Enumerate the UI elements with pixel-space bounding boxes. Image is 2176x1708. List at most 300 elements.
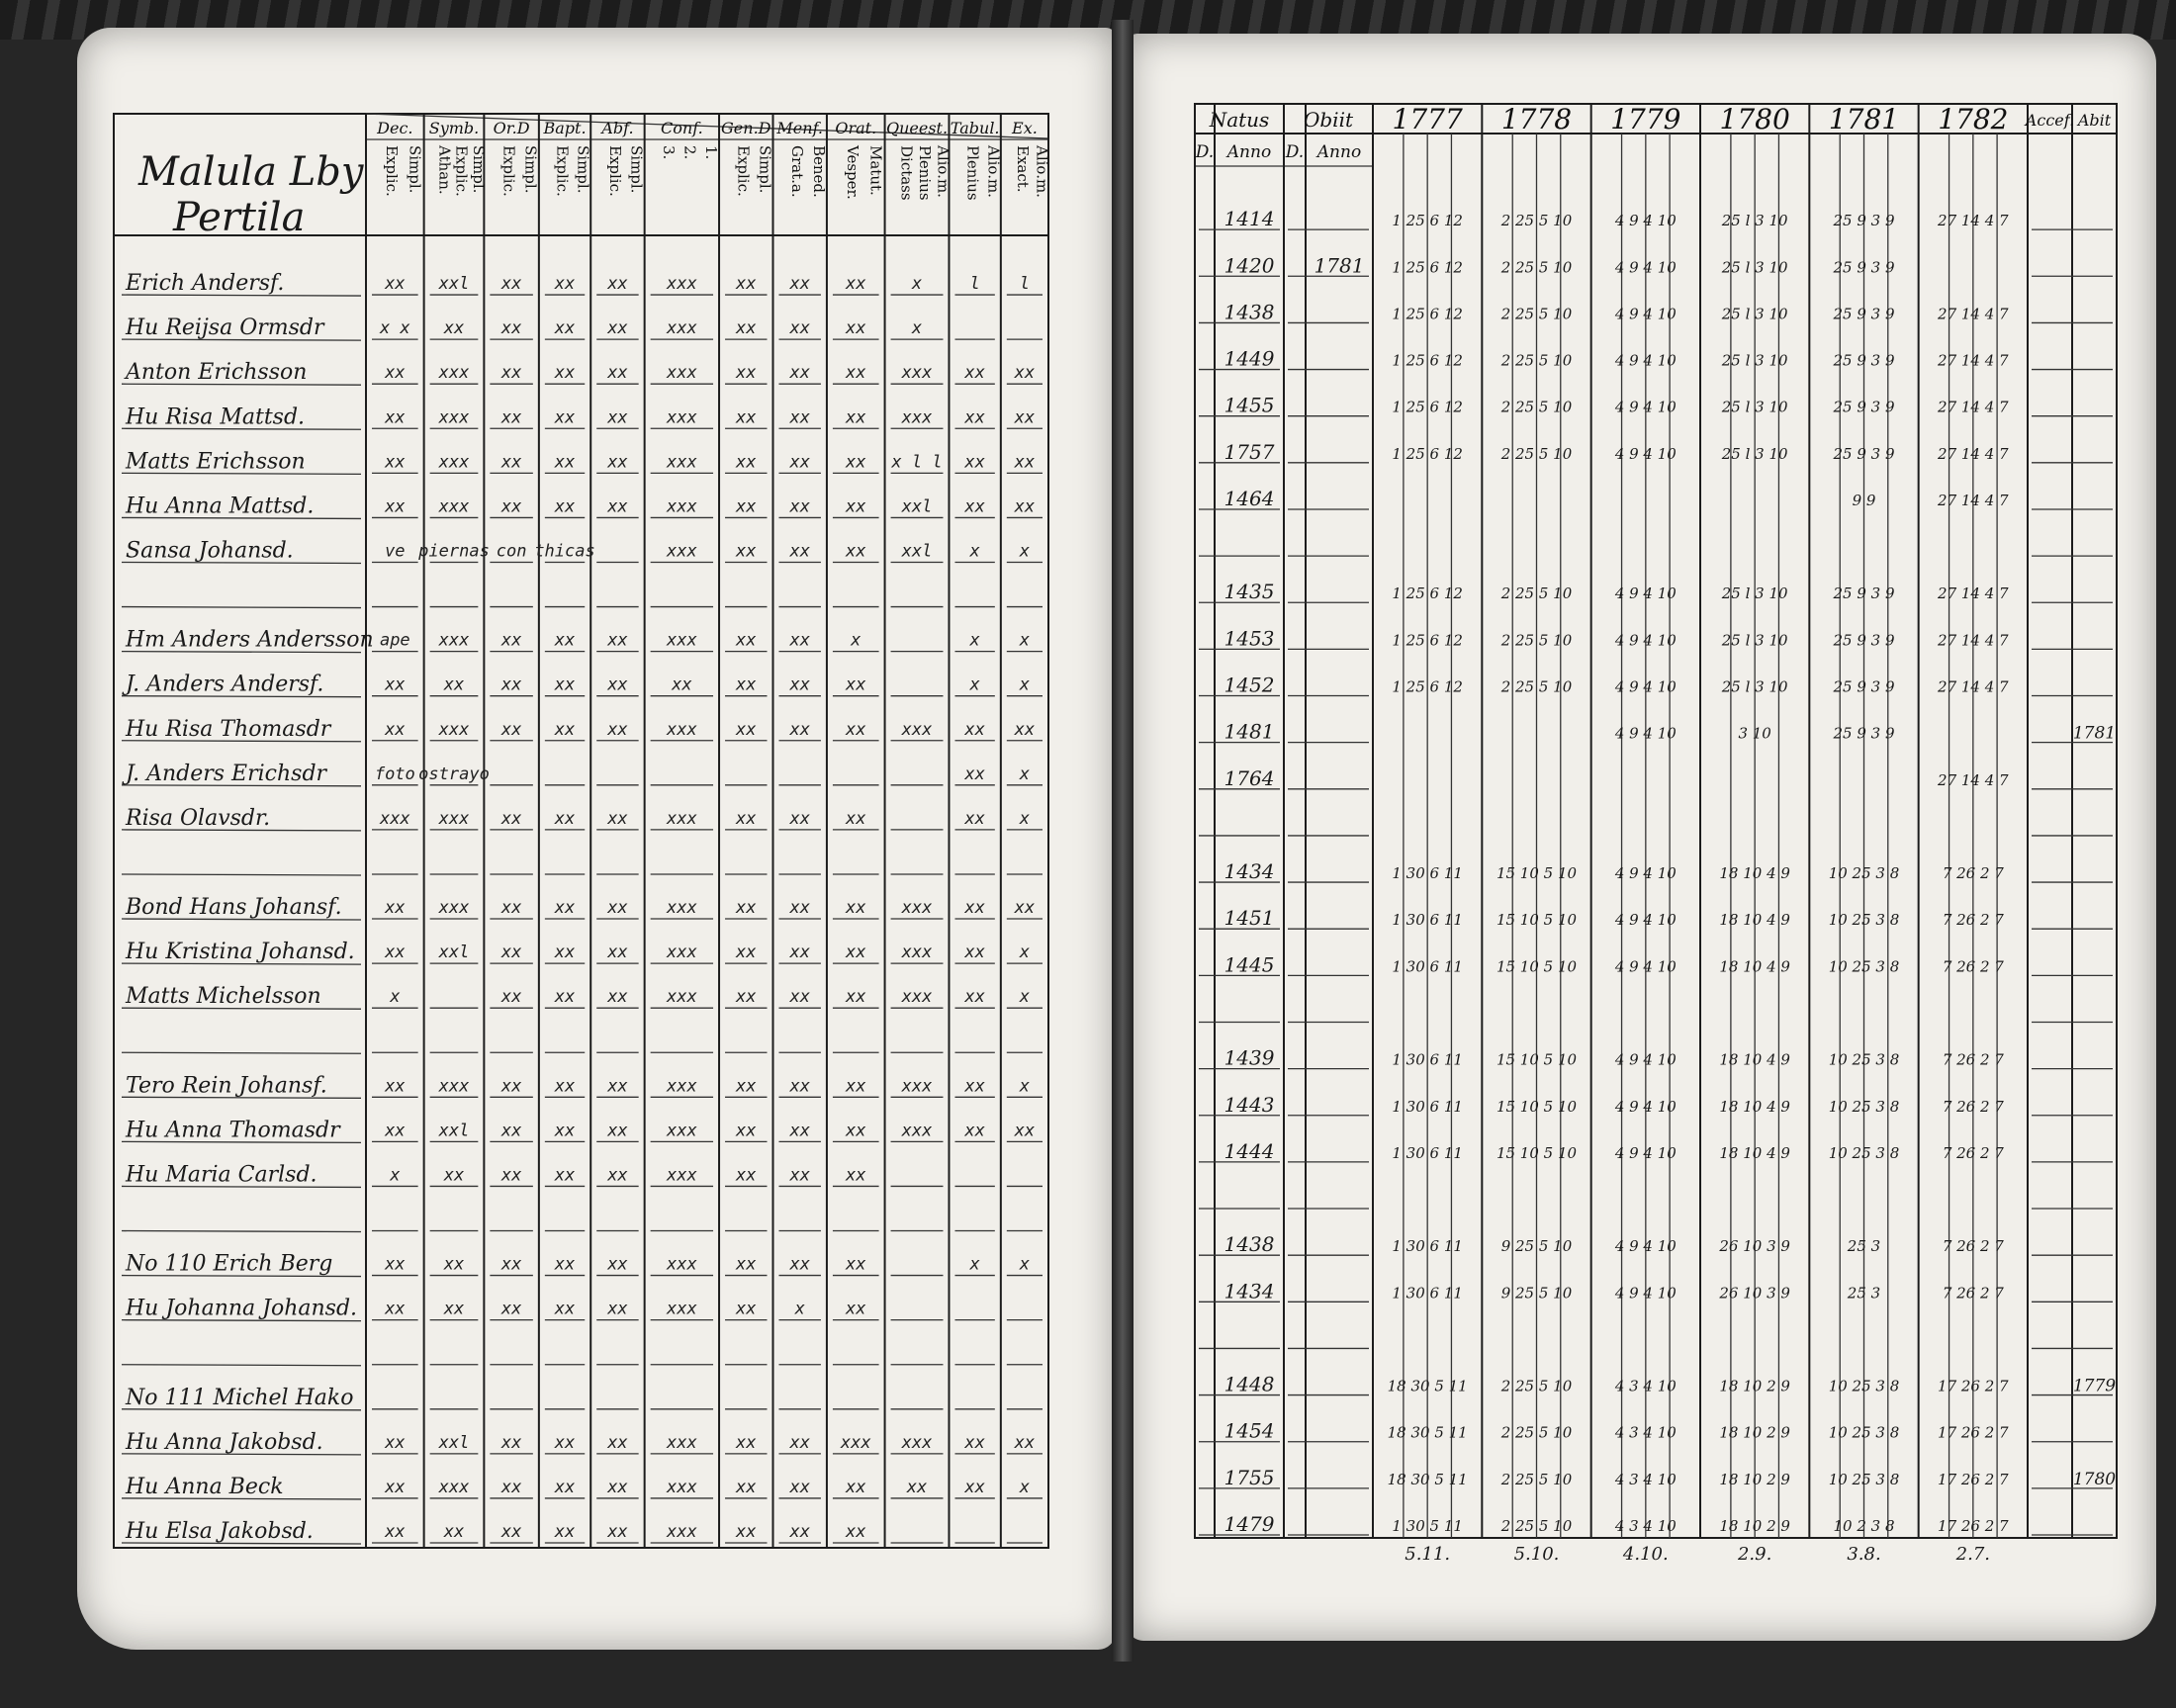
examination-score: 27 14 4 7 — [1938, 305, 2009, 323]
column-subheader: Simpl. — [521, 145, 540, 194]
birth-year: 1448 — [1224, 1372, 1275, 1396]
birth-year: 1481 — [1224, 719, 1275, 744]
knowledge-mark: xx — [607, 1477, 628, 1497]
knowledge-mark: xx — [789, 274, 810, 295]
column-subheader: Simpl. — [574, 145, 592, 194]
knowledge-mark: xx — [736, 1299, 757, 1319]
year-header: 1781 — [1828, 103, 1900, 135]
knowledge-mark: x — [390, 987, 401, 1008]
knowledge-mark: xxx — [438, 407, 470, 428]
knowledge-mark: x — [1019, 630, 1031, 651]
knowledge-mark: xx — [846, 1121, 866, 1141]
column-subheader: Simpl. — [406, 145, 424, 194]
person-name: Hu Risa Thomasdr — [126, 716, 331, 742]
person-name: J. Anders Andersf. — [126, 672, 324, 697]
knowledge-mark: xx — [736, 1165, 757, 1186]
knowledge-mark: xx — [607, 318, 628, 339]
knowledge-mark: xx — [554, 274, 576, 295]
knowledge-mark: xx — [385, 1432, 406, 1453]
knowledge-mark: x — [1019, 541, 1031, 562]
knowledge-mark: ape — [379, 630, 410, 651]
knowledge-mark: xx — [607, 1522, 628, 1542]
examination-score: 15 10 5 10 — [1496, 957, 1578, 976]
examination-score: 10 25 3 8 — [1828, 911, 1900, 930]
knowledge-mark: xx — [554, 363, 576, 384]
knowledge-mark: xx — [500, 274, 522, 295]
examination-score: 18 30 5 11 — [1387, 1470, 1468, 1488]
knowledge-mark: xxx — [666, 719, 697, 740]
examination-score: 4 3 4 10 — [1614, 1470, 1677, 1488]
examination-score: 15 10 5 10 — [1496, 1097, 1578, 1116]
examination-score: 25 l 3 10 — [1721, 351, 1788, 370]
knowledge-mark: xx — [964, 363, 985, 384]
examination-score: 17 26 2 7 — [1938, 1423, 2009, 1442]
person-name: No 110 Erich Berg — [126, 1251, 333, 1277]
column-total: 2.7. — [1955, 1544, 1991, 1565]
examination-score: 18 10 2 9 — [1719, 1470, 1790, 1488]
knowledge-mark: xx — [789, 318, 810, 339]
examination-score: 1 25 6 12 — [1392, 212, 1463, 230]
knowledge-mark: xx — [385, 407, 406, 428]
knowledge-mark: xx — [906, 1477, 928, 1497]
knowledge-mark: xx — [500, 1165, 522, 1186]
examination-score: 1 25 6 12 — [1392, 351, 1463, 370]
knowledge-mark: xxx — [901, 719, 933, 740]
knowledge-mark: xx — [443, 1254, 465, 1275]
knowledge-mark: xx — [1014, 1432, 1036, 1453]
knowledge-mark: xxx — [901, 987, 933, 1008]
knowledge-mark: xx — [846, 674, 866, 695]
row-underline — [122, 1231, 361, 1232]
death-year: 1781 — [1314, 253, 1365, 278]
column-total: 5.11. — [1405, 1544, 1451, 1565]
knowledge-mark: xxl — [901, 496, 933, 517]
knowledge-mark: xx — [736, 630, 757, 651]
knowledge-mark: xx — [607, 1121, 628, 1141]
examination-score: 10 25 3 8 — [1828, 957, 1900, 976]
knowledge-mark: xx — [500, 1254, 522, 1275]
examination-score: 4 9 4 10 — [1614, 631, 1677, 650]
knowledge-mark: xx — [789, 1522, 810, 1542]
column-subheader: Alio.m. — [1033, 145, 1051, 198]
knowledge-mark: xx — [789, 898, 810, 919]
knowledge-mark: xx — [846, 1254, 866, 1275]
knowledge-mark: xx — [846, 1076, 866, 1097]
knowledge-mark: xxx — [666, 541, 697, 562]
knowledge-mark: xx — [500, 1299, 522, 1319]
column-subheader: 1. — [702, 145, 721, 160]
knowledge-mark: xx — [789, 987, 810, 1008]
examination-score: 25 l 3 10 — [1721, 631, 1788, 650]
person-name: Hu Johanna Johansd. — [126, 1296, 358, 1321]
knowledge-mark: foto — [374, 764, 415, 784]
row-underline — [122, 1365, 361, 1366]
examination-score: 1 30 6 11 — [1392, 1284, 1463, 1303]
knowledge-mark: xx — [736, 1432, 757, 1453]
column-header: Menf. — [776, 119, 824, 137]
column-subheader: 3. — [660, 145, 679, 160]
examination-score: 18 10 4 9 — [1719, 864, 1790, 883]
knowledge-mark: xx — [554, 407, 576, 428]
examination-score: 1 30 6 11 — [1392, 1143, 1463, 1162]
examination-score: 18 10 4 9 — [1719, 1143, 1790, 1162]
obiit-header: Obiit — [1303, 108, 1354, 132]
knowledge-mark: xx — [789, 1165, 810, 1186]
knowledge-mark: xx — [846, 1477, 866, 1497]
examination-score: 18 10 2 9 — [1719, 1517, 1790, 1535]
birth-year: 1755 — [1224, 1465, 1275, 1489]
person-name: Risa Olavsdr. — [126, 805, 271, 831]
knowledge-mark: xx — [554, 943, 576, 963]
knowledge-mark: xxx — [666, 1522, 697, 1542]
examination-score: 10 25 3 8 — [1828, 864, 1900, 883]
examination-score: 1 30 6 11 — [1392, 1237, 1463, 1256]
knowledge-mark: xx — [736, 1477, 757, 1497]
birth-year: 1757 — [1224, 439, 1275, 464]
knowledge-mark: xx — [554, 1432, 576, 1453]
knowledge-mark: xx — [736, 452, 757, 473]
knowledge-mark: xx — [736, 943, 757, 963]
left-text — [122, 119, 1050, 1544]
knowledge-mark: xx — [607, 274, 628, 295]
examination-score: 1 30 5 11 — [1392, 1517, 1463, 1535]
year-header: 1777 — [1392, 103, 1463, 135]
knowledge-mark: xx — [736, 363, 757, 384]
examination-score: 18 30 5 11 — [1387, 1423, 1468, 1442]
knowledge-mark: xx — [554, 1522, 576, 1542]
birth-year: 1455 — [1224, 393, 1275, 417]
examination-score: 15 10 5 10 — [1496, 1050, 1578, 1069]
knowledge-mark: xx — [607, 496, 628, 517]
examination-score: 27 14 4 7 — [1938, 444, 2009, 463]
examination-score: 2 25 5 10 — [1500, 258, 1573, 277]
knowledge-mark: xx — [789, 541, 810, 562]
knowledge-mark: xx — [607, 1299, 628, 1319]
knowledge-mark: xxx — [840, 1432, 871, 1453]
abiit-year: 1779 — [2072, 1376, 2117, 1396]
column-subheader: Explic. — [452, 145, 471, 197]
knowledge-mark: x — [1019, 674, 1031, 695]
knowledge-mark: xx — [846, 541, 866, 562]
column-subheader: Alio.m. — [984, 145, 1003, 198]
knowledge-mark: xx — [964, 943, 985, 963]
knowledge-mark: xx — [1014, 363, 1036, 384]
examination-score: 25 3 — [1847, 1284, 1881, 1303]
knowledge-mark: x — [1019, 808, 1031, 829]
column-header: Symb. — [428, 119, 480, 137]
person-name: Hm Anders Andersson — [126, 627, 374, 653]
examination-score: 4 9 4 10 — [1614, 212, 1677, 230]
knowledge-mark: xxx — [438, 1076, 470, 1097]
examination-score: 7 26 2 7 — [1942, 1284, 2004, 1303]
examination-score: 4 9 4 10 — [1614, 1050, 1677, 1069]
examination-score: 25 l 3 10 — [1721, 677, 1788, 696]
knowledge-mark: xxx — [666, 1165, 697, 1186]
examination-score: 7 26 2 7 — [1942, 911, 2004, 930]
knowledge-mark: xxx — [666, 630, 697, 651]
knowledge-mark: xx — [500, 1432, 522, 1453]
examination-score: 2 25 5 10 — [1500, 1377, 1573, 1395]
examination-score: 25 9 3 9 — [1833, 631, 1895, 650]
knowledge-mark: xx — [789, 1121, 810, 1141]
examination-score: 15 10 5 10 — [1496, 911, 1578, 930]
knowledge-mark: xx — [736, 898, 757, 919]
knowledge-mark: xx — [736, 318, 757, 339]
examination-score: 18 10 2 9 — [1719, 1377, 1790, 1395]
knowledge-mark: xx — [385, 943, 406, 963]
examination-score: 18 10 4 9 — [1719, 911, 1790, 930]
column-total: 2.9. — [1737, 1544, 1772, 1565]
knowledge-mark: xx — [789, 452, 810, 473]
column-subheader: Vesper. — [844, 145, 862, 200]
examination-score: 7 26 2 7 — [1942, 1237, 2004, 1256]
column-header: Tabul. — [950, 119, 1000, 137]
examination-score: 25 3 — [1847, 1237, 1881, 1256]
knowledge-mark: xx — [385, 452, 406, 473]
knowledge-mark: xxx — [901, 1432, 933, 1453]
knowledge-mark: xx — [736, 496, 757, 517]
natus-header: Natus — [1209, 108, 1270, 132]
column-header: Dec. — [377, 119, 413, 137]
knowledge-mark: xxx — [438, 363, 470, 384]
day-header: D. — [1195, 142, 1215, 162]
examination-score: 27 14 4 7 — [1938, 398, 2009, 416]
knowledge-mark: xx — [554, 452, 576, 473]
knowledge-mark: x — [794, 1299, 805, 1319]
knowledge-mark: xx — [736, 274, 757, 295]
examination-score: 17 26 2 7 — [1938, 1470, 2009, 1488]
knowledge-mark: x — [969, 541, 980, 562]
examination-score: 10 25 3 8 — [1828, 1143, 1900, 1162]
column-subheader: Grat.a. — [788, 145, 807, 198]
examination-score: 25 9 3 9 — [1833, 398, 1895, 416]
knowledge-mark: xxx — [901, 363, 933, 384]
examination-score: 1 30 6 11 — [1392, 1097, 1463, 1116]
knowledge-mark: xx — [554, 1076, 576, 1097]
examination-score: 4 9 4 10 — [1614, 724, 1677, 743]
examination-score: 25 9 3 9 — [1833, 351, 1895, 370]
column-subheader: 2. — [680, 145, 699, 160]
column-total: 5.10. — [1513, 1544, 1560, 1565]
knowledge-mark: xxx — [666, 808, 697, 829]
examination-score: 1 30 6 11 — [1392, 864, 1463, 883]
knowledge-mark: xx — [607, 407, 628, 428]
examination-score: 10 25 3 8 — [1828, 1377, 1900, 1395]
examination-score: 15 10 5 10 — [1496, 1143, 1578, 1162]
knowledge-mark: xx — [607, 719, 628, 740]
knowledge-mark: xx — [500, 719, 522, 740]
birth-year: 1464 — [1224, 486, 1275, 510]
person-name: Hu Risa Mattsd. — [126, 405, 306, 430]
examination-score: 10 25 3 8 — [1828, 1097, 1900, 1116]
examination-score: 2 25 5 10 — [1500, 1423, 1573, 1442]
examination-score: 26 10 3 9 — [1719, 1237, 1790, 1256]
knowledge-mark: x — [1019, 987, 1031, 1008]
knowledge-mark: xx — [500, 318, 522, 339]
examination-score: 25 9 3 9 — [1833, 584, 1895, 603]
knowledge-mark: xx — [1014, 1121, 1036, 1141]
knowledge-mark: xx — [736, 719, 757, 740]
knowledge-mark: xx — [554, 1254, 576, 1275]
examination-score: 25 9 3 9 — [1833, 212, 1895, 230]
examination-score: 26 10 3 9 — [1719, 1284, 1790, 1303]
knowledge-mark: xx — [500, 898, 522, 919]
person-name: Hu Anna Beck — [126, 1474, 284, 1499]
column-subheader: Athan. — [435, 145, 454, 195]
examination-score: 1 25 6 12 — [1392, 677, 1463, 696]
knowledge-mark: xx — [964, 898, 985, 919]
knowledge-mark: xx — [846, 407, 866, 428]
knowledge-mark: xx — [607, 1254, 628, 1275]
examination-score: 1 30 6 11 — [1392, 911, 1463, 930]
examination-score: 4 9 4 10 — [1614, 677, 1677, 696]
knowledge-mark: xxx — [666, 318, 697, 339]
knowledge-mark: xx — [1014, 719, 1036, 740]
examination-score: 25 l 3 10 — [1721, 212, 1788, 230]
birth-year: 1445 — [1224, 952, 1275, 977]
knowledge-mark: xx — [385, 1254, 406, 1275]
birth-year: 1443 — [1224, 1092, 1275, 1117]
knowledge-mark: xx — [964, 1477, 985, 1497]
knowledge-mark: xx — [500, 407, 522, 428]
column-header: Bapt. — [543, 119, 587, 137]
knowledge-mark: xx — [736, 541, 757, 562]
knowledge-mark: xx — [789, 943, 810, 963]
anno-header: Anno — [1316, 142, 1362, 162]
birth-year: 1444 — [1224, 1138, 1275, 1163]
knowledge-mark: xx — [846, 1299, 866, 1319]
knowledge-mark: xxx — [438, 452, 470, 473]
knowledge-mark: xx — [500, 630, 522, 651]
day-header: D. — [1285, 142, 1305, 162]
birth-year: 1414 — [1224, 207, 1275, 231]
examination-score: 2 25 5 10 — [1500, 1470, 1573, 1488]
person-name: Tero Rein Johansf. — [126, 1073, 327, 1099]
knowledge-mark: xx — [964, 1121, 985, 1141]
knowledge-mark: x — [1019, 1254, 1031, 1275]
knowledge-mark: x — [1019, 1477, 1031, 1497]
birth-year: 1454 — [1224, 1418, 1275, 1443]
birth-year: 1453 — [1224, 626, 1275, 651]
knowledge-mark: xxx — [666, 496, 697, 517]
birth-year: 1451 — [1224, 906, 1275, 931]
knowledge-mark: xx — [554, 1121, 576, 1141]
left-title-line1: Malula Lby — [138, 149, 364, 195]
anno-header: Anno — [1226, 142, 1272, 162]
knowledge-mark: xxx — [666, 363, 697, 384]
knowledge-mark: ostrayo — [418, 764, 490, 784]
examination-score: 25 9 3 9 — [1833, 677, 1895, 696]
row-underline — [122, 874, 361, 875]
examination-score: 25 l 3 10 — [1721, 305, 1788, 323]
year-header: 1778 — [1500, 103, 1573, 135]
knowledge-mark: xx — [672, 674, 692, 695]
examination-score: 4 9 4 10 — [1614, 584, 1677, 603]
knowledge-mark: xx — [1014, 407, 1036, 428]
column-subheader: Exact. — [1014, 145, 1033, 193]
knowledge-mark: xx — [554, 1165, 576, 1186]
knowledge-mark: xx — [964, 496, 985, 517]
column-header: Ex. — [1012, 119, 1038, 137]
examination-score: 4 9 4 10 — [1614, 864, 1677, 883]
knowledge-mark: x — [390, 1165, 401, 1186]
examination-score: 2 25 5 10 — [1500, 351, 1573, 370]
knowledge-mark: xxx — [901, 1076, 933, 1097]
knowledge-mark: xx — [846, 898, 866, 919]
knowledge-mark: xx — [964, 808, 985, 829]
knowledge-mark: xx — [846, 274, 866, 295]
examination-score: 4 9 4 10 — [1614, 398, 1677, 416]
knowledge-mark: x — [851, 630, 861, 651]
knowledge-mark: xxx — [666, 987, 697, 1008]
examination-score: 27 14 4 7 — [1938, 212, 2009, 230]
knowledge-mark: xx — [964, 407, 985, 428]
examination-score: 25 9 3 9 — [1833, 305, 1895, 323]
knowledge-mark: xx — [789, 674, 810, 695]
examination-score: 1 25 6 12 — [1392, 444, 1463, 463]
year-header: 1779 — [1610, 103, 1681, 135]
examination-score: 25 9 3 9 — [1833, 724, 1895, 743]
examination-score: 9 9 — [1852, 491, 1876, 509]
knowledge-mark: xx — [964, 452, 985, 473]
knowledge-mark: xx — [1014, 496, 1036, 517]
knowledge-mark: xx — [554, 719, 576, 740]
column-header: Conf. — [661, 119, 703, 137]
year-header: 1782 — [1938, 103, 2009, 135]
knowledge-mark: xx — [554, 1299, 576, 1319]
knowledge-mark: xx — [789, 719, 810, 740]
examination-score: 2 25 5 10 — [1500, 212, 1573, 230]
knowledge-mark: xx — [500, 1522, 522, 1542]
person-name: Hu Maria Carlsd. — [126, 1162, 317, 1188]
person-name: Matts Michelsson — [126, 984, 321, 1010]
column-subheader: Simpl. — [469, 145, 488, 194]
examination-score: 25 l 3 10 — [1721, 258, 1788, 277]
knowledge-mark: xx — [736, 1076, 757, 1097]
column-subheader: Simpl. — [756, 145, 774, 194]
examination-score: 9 25 5 10 — [1500, 1284, 1573, 1303]
knowledge-mark: xxx — [666, 943, 697, 963]
knowledge-mark: xxx — [901, 1121, 933, 1141]
examination-score: 7 26 2 7 — [1942, 957, 2004, 976]
knowledge-mark: xxx — [666, 1121, 697, 1141]
knowledge-mark: xx — [500, 943, 522, 963]
knowledge-mark: piernas — [418, 541, 490, 562]
column-subheader: Matut. — [866, 145, 885, 196]
knowledge-mark: xx — [500, 1076, 522, 1097]
person-name: Hu Reijsa Ormsdr — [126, 315, 324, 341]
knowledge-mark: x — [969, 1254, 980, 1275]
knowledge-mark: xx — [846, 496, 866, 517]
knowledge-mark: xx — [500, 808, 522, 829]
examination-score: 2 25 5 10 — [1500, 584, 1573, 603]
column-subheader: Explic. — [734, 145, 753, 197]
examination-score: 18 10 4 9 — [1719, 1097, 1790, 1116]
knowledge-mark: xxx — [438, 719, 470, 740]
knowledge-mark: xxx — [438, 630, 470, 651]
abiit-year: 1780 — [2072, 1469, 2117, 1489]
birth-year: 1438 — [1224, 1232, 1275, 1257]
knowledge-mark: xx — [385, 1477, 406, 1497]
knowledge-mark: xx — [554, 987, 576, 1008]
knowledge-mark: xx — [846, 943, 866, 963]
examination-score: 1 25 6 12 — [1392, 305, 1463, 323]
examination-score: 4 3 4 10 — [1614, 1377, 1677, 1395]
knowledge-mark: xxx — [438, 808, 470, 829]
knowledge-mark: xxx — [379, 808, 410, 829]
column-subheader: Bened. — [809, 145, 828, 198]
column-header: Or.D — [493, 119, 530, 137]
